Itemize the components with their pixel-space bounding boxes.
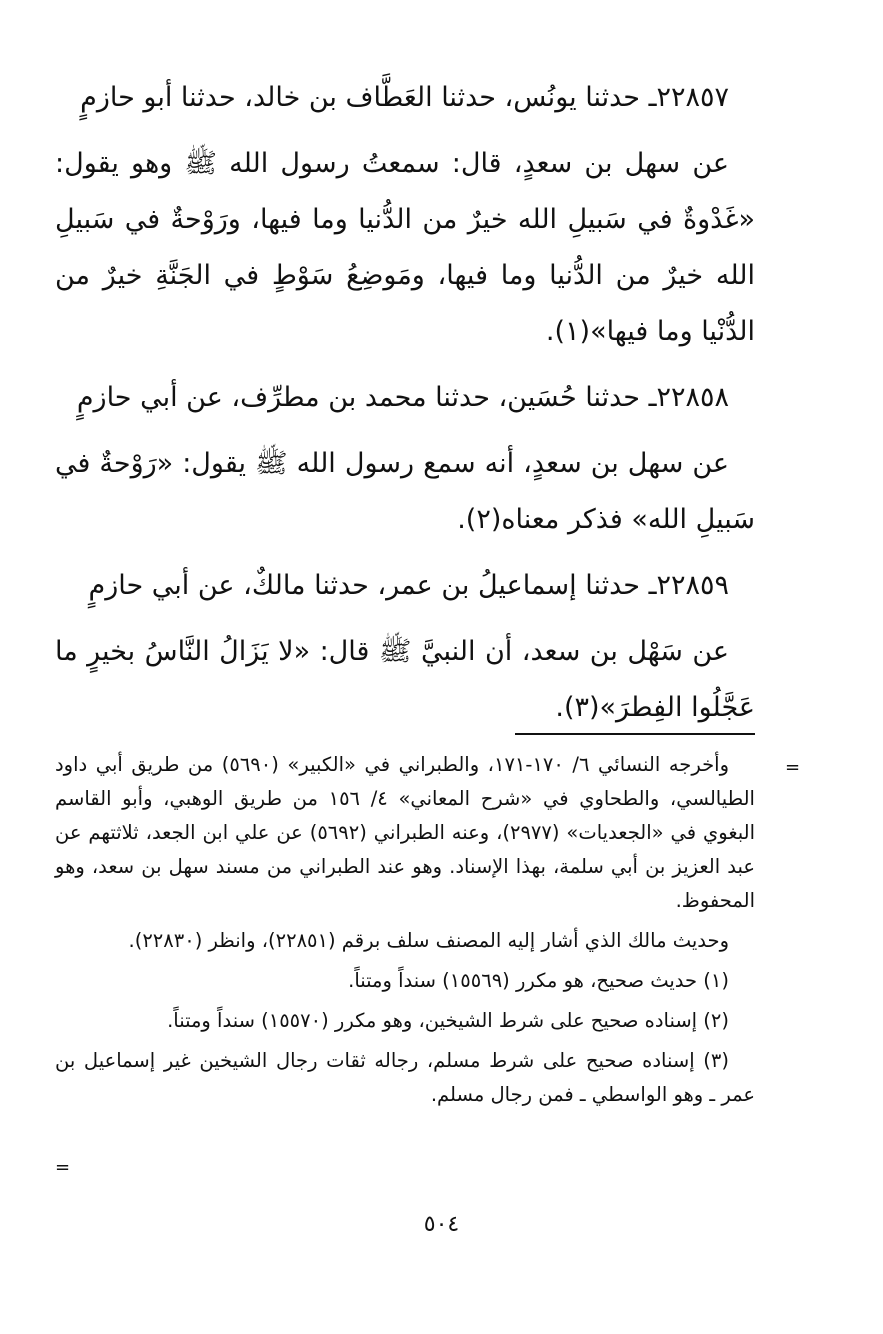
hadith-22859-isnad: ٢٢٨٥٩ـ حدثنا إسماعيلُ بن عمر، حدثنا مالكٌ، عن أبي حازمٍ bbox=[88, 570, 729, 601]
hadith-22858-text: عن سهل بن سعدٍ، أنه سمع رسول الله ﷺ يقول: «رَوْحةٌ في سَبيلِ الله» فذكر معناه(٢). bbox=[55, 448, 755, 535]
main-text bbox=[55, 70, 755, 746]
footnote-1: (١) حديث صحيح، هو مكرر (١٥٥٦٩) سنداً ومتناً. bbox=[348, 969, 729, 992]
footnotes bbox=[55, 748, 755, 1118]
footnote-continued-1: وأخرجه النسائي ٦/ ١٧٠-١٧١، والطبراني في «الكبير» (٥٦٩٠) من طريق أبي داود الطيالسي، والطحاوي في «شرح المعاني» ٤/ ١٥٦ من طريق الوهبي، وأبو القاسم البغوي في «الجعديات» (٢٩٧٧)، وعنه الطبراني (٥٦٩٢) عن علي ابن الجعد، ثلاثتهم عن عبد العزيز بن أبي سلمة، بهذا الإسناد. وهو عند الطبراني من مسند سهل بن سعد، وهو المحفوظ. bbox=[55, 753, 755, 912]
continuation-mark-bottom: = bbox=[55, 1157, 71, 1178]
hadith-22857-isnad: ٢٢٨٥٧ـ حدثنا يونُس، حدثنا العَطَّاف بن خالد، حدثنا أبو حازمٍ bbox=[80, 82, 729, 113]
hadith-22857-text: عن سهل بن سعدٍ، قال: سمعتُ رسول الله ﷺ وهو يقول: «غَدْوةٌ في سَبيلِ الله خيرٌ من الدُّنيا وما فيها، ورَوْحةٌ في سَبيلِ الله خيرٌ من الدُّنيا وما فيها، ومَوضِعُ سَوْطٍ في الجَنَّةِ خيرٌ من الدُّنْيا وما فيها»(١). bbox=[55, 148, 755, 347]
footnote-2: (٢) إسناده صحيح على شرط الشيخين، وهو مكرر (١٥٥٧٠) سنداً ومتناً. bbox=[167, 1009, 729, 1032]
continuation-mark-top: = bbox=[785, 757, 801, 778]
footnote-divider bbox=[515, 733, 755, 735]
footnote-3: (٣) إسناده صحيح على شرط مسلم، رجاله ثقات رجال الشيخين غير إسماعيل بن عمر ـ وهو الواسطي ـ فمن رجال مسلم. bbox=[55, 1049, 755, 1106]
hadith-22859-text: عن سَهْل بن سعد، أن النبيَّ ﷺ قال: «لا يَزَالُ النَّاسُ بخيرٍ ما عَجَّلُوا الفِطرَ»(٣). bbox=[55, 636, 755, 723]
hadith-22858-isnad: ٢٢٨٥٨ـ حدثنا حُسَين، حدثنا محمد بن مطرِّف، عن أبي حازمٍ bbox=[76, 382, 729, 413]
footnote-continued-2: وحديث مالك الذي أشار إليه المصنف سلف برقم (٢٢٨٥١)، وانظر (٢٢٨٣٠). bbox=[128, 929, 729, 952]
page-number: ٥٠٤ bbox=[423, 1212, 460, 1237]
